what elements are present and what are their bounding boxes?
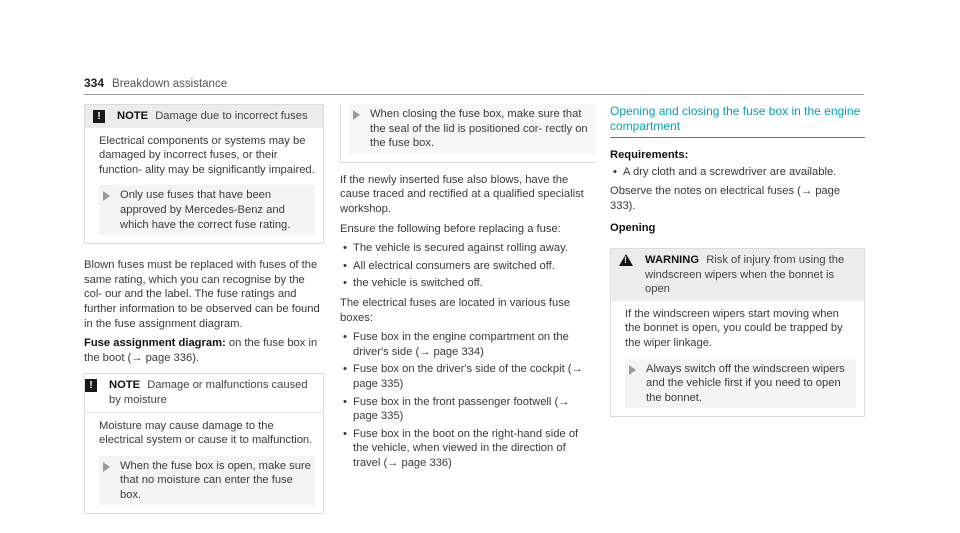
note-type-label: NOTE bbox=[109, 379, 141, 392]
play-arrow-icon bbox=[103, 462, 110, 472]
opening-label: Opening bbox=[610, 222, 656, 235]
chapter-title: Breakdown assistance bbox=[112, 78, 228, 90]
requirements-label: Requirements: bbox=[610, 149, 689, 161]
note-heading bbox=[117, 109, 308, 124]
note-heading bbox=[109, 378, 315, 407]
observe-notes-text[interactable]: Observe the notes on electrical fuses (→ page 333). bbox=[610, 185, 841, 212]
warning-heading bbox=[645, 253, 856, 297]
note-body-text: Moisture may cause damage to the electrical system or cause it to malfunction. bbox=[99, 419, 313, 447]
list-item: • A dry cloth and a screwdriver are available. bbox=[610, 165, 865, 180]
checklist-intro: Ensure the following before replacing a fuse: bbox=[340, 222, 561, 235]
warning-header bbox=[611, 249, 864, 301]
column-2 bbox=[340, 104, 596, 475]
instruction-step bbox=[625, 359, 856, 409]
page-number: 334 bbox=[84, 76, 105, 90]
list-item[interactable]: • Fuse box in the boot on the right-hand side of the vehicle, when viewed in the direction of travel (→ page 336) bbox=[340, 427, 596, 471]
step-text: Always switch off the windscreen wipers and the vehicle first if you need to open the bonnet. bbox=[646, 362, 845, 404]
fuse-box-locations bbox=[340, 330, 596, 470]
warning-body bbox=[611, 301, 864, 417]
blown-fuses-paragraph: Blown fuses must be replaced with fuses of the same rating, which you can recognise by the col- our and the label. The fuse ratings and further information to be observed can be found in the fuse assignment diagram. bbox=[84, 259, 320, 330]
exclamation-icon: ! bbox=[93, 110, 105, 123]
warning-title: Risk of injury from using the windscreen wipers when the bonnet is open bbox=[645, 253, 845, 296]
play-arrow-icon bbox=[353, 110, 360, 120]
page-header bbox=[84, 76, 864, 95]
column-1 bbox=[84, 104, 324, 514]
note-body-text: Electrical components or systems may be damaged by incorrect fuses, or their function- ality may be significantly impaired. bbox=[99, 134, 315, 176]
fuse-boxes-intro: The electrical fuses are located in various fuse boxes: bbox=[340, 296, 571, 324]
list-item[interactable]: • Fuse box on the driver's side of the cockpit (→ page 335) bbox=[340, 362, 596, 391]
column-3 bbox=[610, 104, 865, 427]
section-title: Opening and closing the fuse box in the engine compartment bbox=[610, 104, 865, 138]
step-text: When closing the fuse box, make sure that the seal of the lid is positioned cor- rectly on the fuse box. bbox=[370, 108, 588, 150]
play-arrow-icon bbox=[629, 365, 636, 375]
note-header bbox=[85, 105, 323, 128]
warning-type-label: WARNING bbox=[645, 253, 700, 266]
instruction-step bbox=[349, 104, 596, 154]
note-incorrect-fuses bbox=[84, 104, 324, 244]
note-title: Damage or malfunctions caused by moisture bbox=[109, 379, 308, 406]
note-header bbox=[85, 374, 323, 411]
list-item[interactable]: • Fuse box in the front passenger footwell (→ page 335) bbox=[340, 395, 596, 424]
warning-box bbox=[610, 248, 865, 417]
note-type-label: NOTE bbox=[117, 110, 149, 122]
requirements-list bbox=[610, 165, 865, 180]
note-continuation bbox=[340, 104, 596, 163]
list-item: • All electrical consumers are switched off. bbox=[340, 259, 596, 274]
note-body bbox=[85, 412, 323, 514]
step-text: Only use fuses that have been approved by Mercedes-Benz and which have the correct fuse rating. bbox=[120, 189, 291, 231]
list-item: • the vehicle is switched off. bbox=[340, 276, 596, 291]
warning-body-text: If the windscreen wipers start moving when the bonnet is open, you could be trapped by the wiper linkage. bbox=[625, 307, 843, 349]
note-title: Damage due to incorrect fuses bbox=[155, 110, 308, 122]
note-body bbox=[85, 128, 323, 244]
exclamation-icon: ! bbox=[85, 379, 97, 392]
step-text: When the fuse box is open, make sure that no moisture can enter the fuse box. bbox=[120, 459, 311, 501]
instruction-step bbox=[99, 456, 315, 506]
checklist bbox=[340, 241, 596, 291]
instruction-step bbox=[99, 185, 315, 235]
warning-triangle-icon bbox=[619, 254, 633, 266]
list-item[interactable]: • Fuse box in the engine compartment on the driver's side (→ page 334) bbox=[340, 330, 596, 359]
play-arrow-icon bbox=[103, 191, 110, 201]
fuse-diagram-text[interactable]: on the fuse box in the boot (→ page 336). bbox=[84, 337, 318, 364]
fuse-diagram-paragraph bbox=[84, 336, 324, 365]
note-moisture bbox=[84, 373, 324, 514]
list-item: • The vehicle is secured against rolling away. bbox=[340, 241, 596, 256]
fuse-diagram-label: Fuse assignment diagram: bbox=[84, 337, 226, 350]
fuse-blows-paragraph: If the newly inserted fuse also blows, have the cause traced and rectified at a qualified specialist workshop. bbox=[340, 173, 584, 215]
